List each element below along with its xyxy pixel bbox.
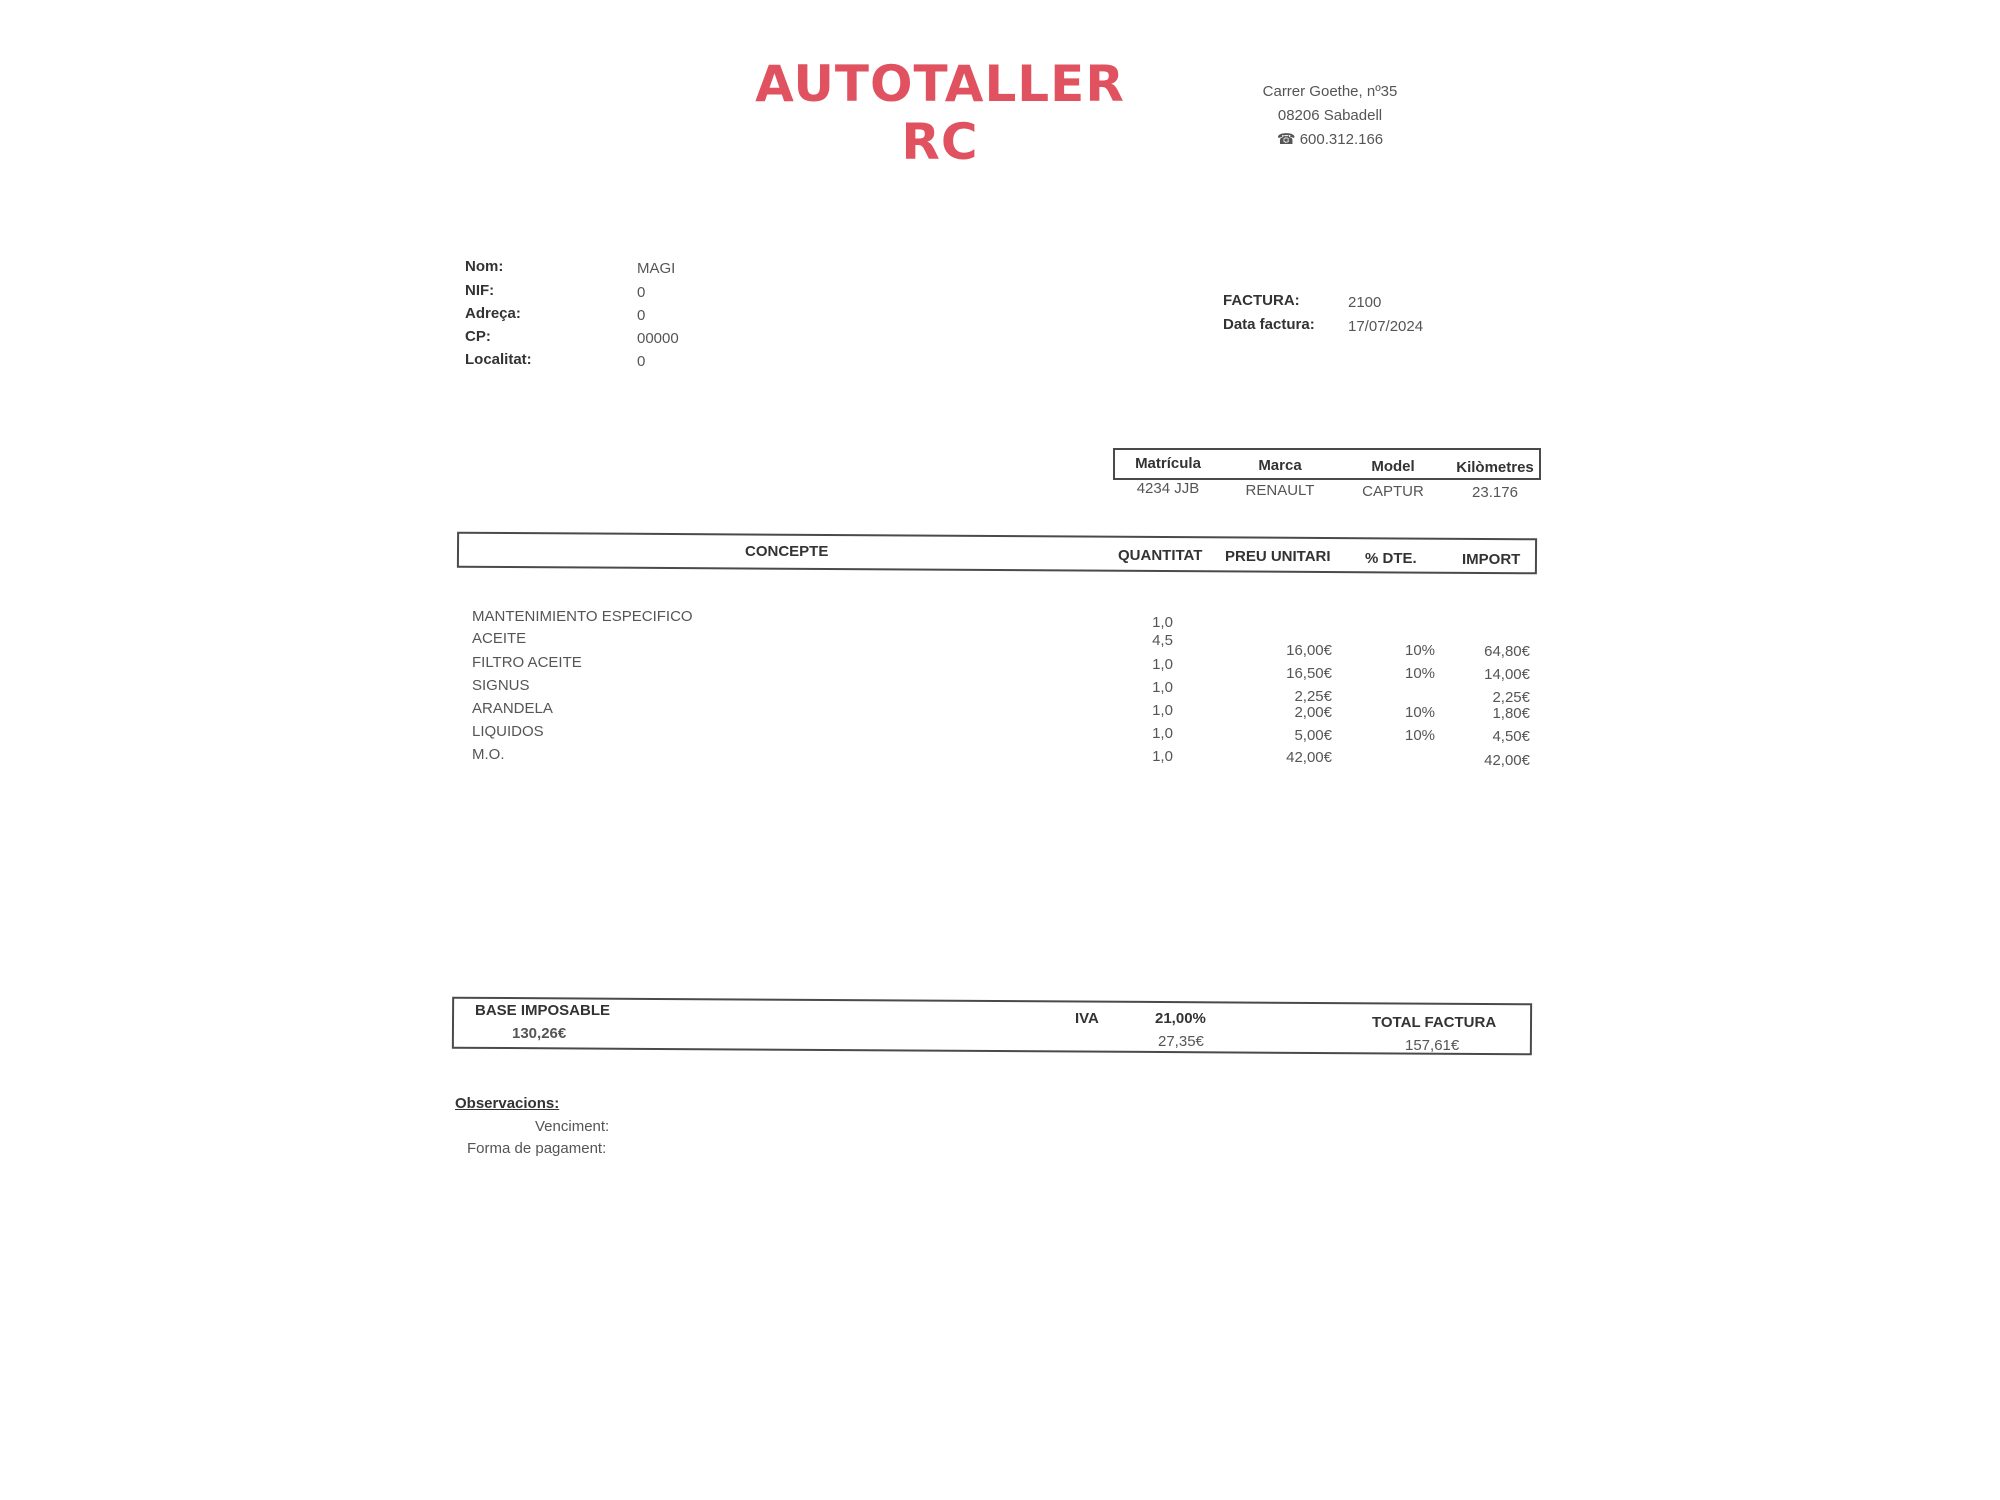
company-title: AUTOTALLER RC [755, 55, 1125, 171]
item-quantitat: 1,0 [1152, 725, 1173, 742]
total-factura-label: TOTAL FACTURA [1372, 1014, 1497, 1031]
item-row [0, 723, 2000, 745]
item-quantitat: 4,5 [1152, 632, 1173, 649]
item-import: 64,80€ [1484, 643, 1530, 660]
nif-label: NIF: [465, 282, 495, 299]
factura-label: FACTURA: [1223, 292, 1300, 309]
venciment-label: Venciment: [535, 1118, 610, 1135]
item-concepte: SIGNUS [472, 677, 530, 694]
phone-icon: ☎ [1276, 131, 1296, 148]
item-preu: 42,00€ [1286, 749, 1332, 766]
item-preu: 2,00€ [1294, 704, 1332, 721]
item-dte: 10% [1404, 665, 1436, 682]
forma-pagament-label: Forma de pagament: [467, 1140, 607, 1157]
vehicle-marca: RENAULT [1245, 482, 1315, 499]
item-concepte: FILTRO ACEITE [472, 654, 582, 671]
header-concepte: CONCEPTE [745, 543, 829, 560]
item-quantitat: 1,0 [1152, 702, 1173, 719]
vehicle-kilometres: 23.176 [1472, 484, 1518, 501]
item-row [0, 608, 2000, 630]
item-preu: 5,00€ [1294, 727, 1332, 744]
iva-value: 27,35€ [1158, 1033, 1204, 1050]
nom-label: Nom: [465, 258, 504, 275]
vehicle-header-marca: Marca [1258, 457, 1302, 474]
localitat-label: Localitat: [465, 351, 532, 368]
item-concepte: ARANDELA [472, 700, 553, 717]
item-dte: 10% [1404, 727, 1436, 744]
nif-value: 0 [637, 284, 646, 301]
item-quantitat: 1,0 [1152, 656, 1173, 673]
iva-label: IVA [1075, 1010, 1099, 1027]
item-row [0, 677, 2000, 706]
company-address [1240, 80, 1420, 152]
vehicle-header-kilometres: Kilòmetres [1456, 459, 1534, 476]
item-concepte: M.O. [472, 746, 505, 763]
base-imposable-label: BASE IMPOSABLE [475, 1002, 611, 1019]
address-line-1: Carrer Goethe, nº35 [1262, 83, 1398, 100]
item-import: 4,50€ [1492, 728, 1530, 745]
item-preu: 16,00€ [1286, 642, 1332, 659]
base-imposable-value: 130,26€ [512, 1025, 567, 1042]
item-import: 2,25€ [1492, 689, 1530, 706]
cp-value: 00000 [637, 330, 679, 347]
item-row [0, 746, 2000, 768]
item-concepte: LIQUIDOS [472, 723, 544, 740]
item-quantitat: 1,0 [1152, 748, 1173, 765]
item-import: 14,00€ [1484, 666, 1530, 683]
vehicle-header-matricula: Matrícula [1135, 455, 1201, 472]
adreca-label: Adreça: [465, 305, 521, 322]
item-concepte: MANTENIMIENTO ESPECIFICO [472, 608, 693, 625]
item-row [0, 630, 2000, 660]
address-line-2: 08206 Sabadell [1277, 107, 1383, 124]
localitat-value: 0 [637, 353, 646, 370]
data-factura-label: Data factura: [1223, 316, 1315, 333]
vehicle-header-model: Model [1371, 458, 1415, 475]
item-row [0, 700, 2000, 722]
item-quantitat: 1,0 [1152, 614, 1173, 631]
item-preu: 16,50€ [1286, 665, 1332, 682]
nom-value: MAGI [637, 260, 676, 277]
vehicle-matricula: 4234 JJB [1136, 480, 1200, 497]
item-quantitat: 1,0 [1152, 679, 1173, 696]
client-block [465, 258, 765, 378]
header-preu-unitari: PREU UNITARI [1225, 548, 1331, 565]
iva-percentage: 21,00% [1155, 1010, 1206, 1027]
adreca-value: 0 [637, 307, 646, 324]
item-import: 1,80€ [1492, 705, 1530, 722]
header-import: IMPORT [1462, 551, 1521, 568]
observacions-label: Observacions: [455, 1095, 560, 1112]
item-import: 42,00€ [1484, 752, 1530, 769]
totals-box [452, 997, 1532, 1056]
phone-number: 600.312.166 [1299, 131, 1384, 148]
item-row [0, 654, 2000, 683]
header-dte: % DTE. [1365, 550, 1417, 567]
item-concepte: ACEITE [472, 630, 527, 647]
cp-label: CP: [465, 328, 491, 345]
phone-line [1240, 128, 1420, 152]
item-preu: 2,25€ [1294, 688, 1332, 705]
item-dte: 10% [1404, 642, 1436, 659]
vehicle-model: CAPTUR [1362, 483, 1424, 500]
header-quantitat: QUANTITAT [1118, 547, 1203, 564]
data-factura-value: 17/07/2024 [1348, 318, 1424, 335]
factura-number: 2100 [1348, 294, 1382, 311]
item-dte: 10% [1404, 704, 1436, 721]
total-factura-value: 157,61€ [1405, 1037, 1460, 1054]
